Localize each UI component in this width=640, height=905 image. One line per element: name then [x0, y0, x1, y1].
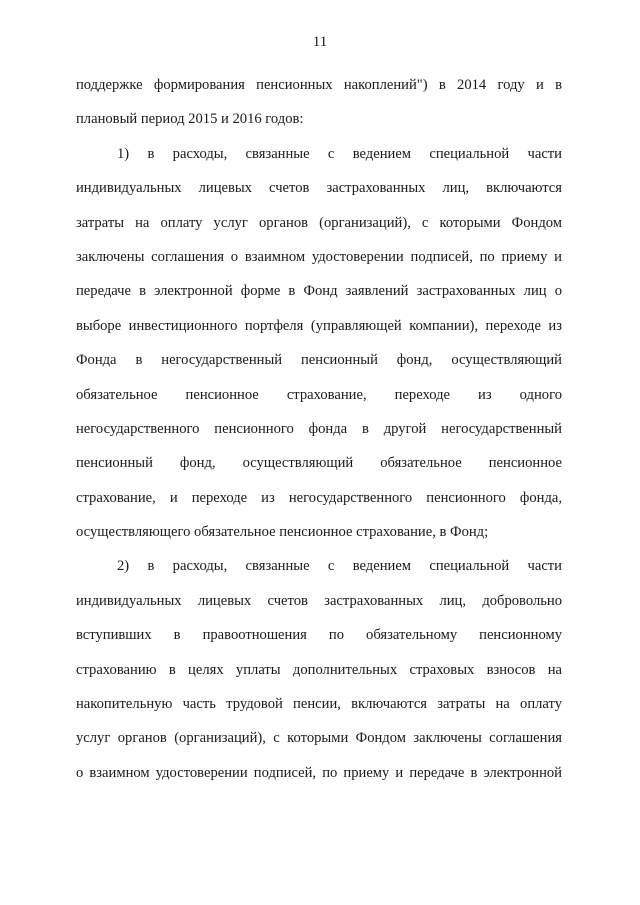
text-line: Фонда в негосударственный пенсионный фонд, осуществляющий — [76, 352, 562, 369]
text-line: выборе инвестиционного портфеля (управляющей компании), переходе из — [76, 317, 562, 334]
text-line: заключены соглашения о взаимном удостоверении подписей, по приему и — [76, 248, 562, 265]
text-line: индивидуальных лицевых счетов застрахованных лиц, включаются — [76, 180, 562, 197]
text-line: плановый период 2015 и 2016 годов: — [76, 111, 304, 128]
text-line: 2) в расходы, связанные с ведением специальной части — [117, 558, 562, 575]
page-number: 11 — [312, 34, 328, 50]
text-line: вступивших в правоотношения по обязательному пенсионному — [76, 627, 562, 644]
text-line: услуг органов (организаций), с которыми Фондом заключены соглашения — [76, 730, 562, 747]
document-body — [76, 68, 562, 790]
paragraph-intro — [76, 68, 562, 137]
text-line: страхование, и переходе из негосударственного пенсионного фонда, — [76, 489, 562, 506]
text-line: осуществляющего обязательное пенсионное страхование, в Фонд; — [76, 524, 489, 541]
text-line: обязательное пенсионное страхование, переходе из одного — [76, 386, 562, 403]
text-line: о взаимном удостоверении подписей, по приему и передаче в электронной — [76, 764, 562, 781]
text-line: 1) в расходы, связанные с ведением специальной части — [117, 145, 562, 162]
text-line: негосударственного пенсионного фонда в другой негосударственный — [76, 420, 562, 437]
text-line: поддержке формирования пенсионных накоплений") в 2014 году и в — [76, 77, 562, 93]
text-line: индивидуальных лицевых счетов застрахованных лиц, добровольно — [76, 592, 562, 609]
text-line: затраты на оплату услуг органов (организаций), с которыми Фондом — [76, 214, 562, 231]
paragraph-item-2 — [76, 549, 562, 790]
paragraph-item-1 — [76, 137, 562, 550]
text-line: накопительную часть трудовой пенсии, включаются затраты на оплату — [76, 696, 562, 713]
text-line: страхованию в целях уплаты дополнительных страховых взносов на — [76, 661, 562, 678]
text-line: передаче в электронной форме в Фонд заявлений застрахованных лиц о — [76, 283, 562, 300]
text-line: пенсионный фонд, осуществляющий обязательное пенсионное — [76, 455, 562, 472]
